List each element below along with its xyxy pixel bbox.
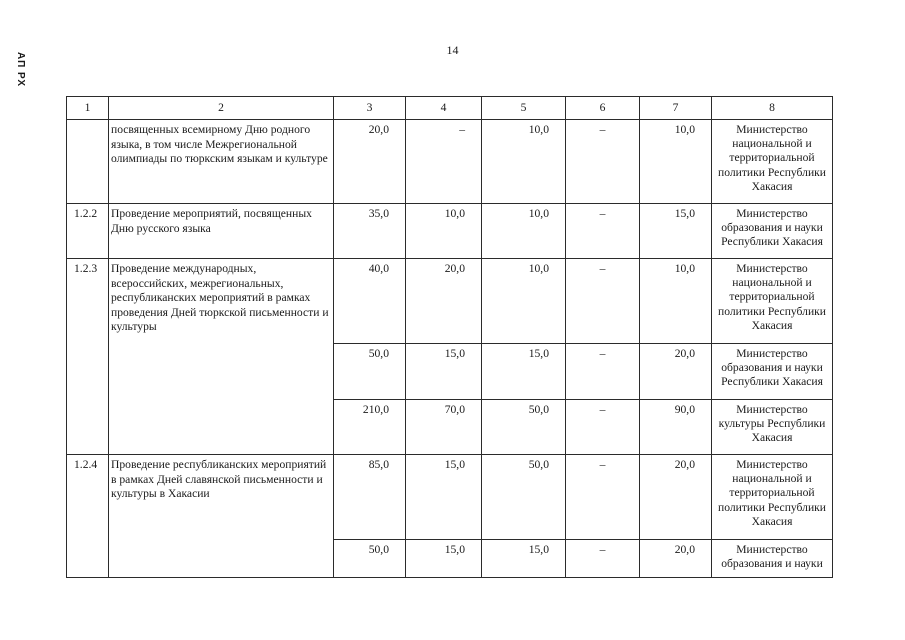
value-col5-cell: 10,0: [482, 204, 566, 259]
value-col4-cell: 10,0: [406, 204, 482, 259]
value-col5-cell: 50,0: [482, 400, 566, 455]
item-number-cell: 1.2.2: [67, 204, 109, 259]
header-cell-8: 8: [712, 97, 833, 120]
value-col6-cell: –: [566, 344, 640, 400]
value-col6-cell: –: [566, 400, 640, 455]
side-stamp: АП РХ: [15, 52, 26, 88]
header-cell-7: 7: [640, 97, 712, 120]
header-row: [67, 97, 833, 120]
value-col6-cell: –: [566, 540, 640, 578]
value-col5-cell: 10,0: [482, 120, 566, 204]
executor-cell: Министерство национальной и территориальной политики Республики Хакасия: [712, 120, 833, 204]
executor-cell: Министерство образования и науки Республики Хакасия: [712, 344, 833, 400]
value-col5-cell: 15,0: [482, 344, 566, 400]
value-total-cell: 50,0: [334, 540, 406, 578]
value-col4-cell: 15,0: [406, 344, 482, 400]
value-col5-cell: 10,0: [482, 259, 566, 344]
table-row: [67, 259, 833, 344]
table-row: [67, 120, 833, 204]
executor-cell: Министерство образования и науки: [712, 540, 833, 578]
value-col6-cell: –: [566, 259, 640, 344]
value-col4-cell: 70,0: [406, 400, 482, 455]
table-row: [67, 204, 833, 259]
measure-name-cell: посвященных всемирному Дню родного языка, в том числе Межрегиональной олимпиады по тюркским языкам и культуре: [109, 120, 334, 204]
value-col7-cell: 10,0: [640, 259, 712, 344]
value-total-cell: 210,0: [334, 400, 406, 455]
header-cell-6: 6: [566, 97, 640, 120]
value-col6-cell: –: [566, 204, 640, 259]
header-cell-5: 5: [482, 97, 566, 120]
header-cell-2: 2: [109, 97, 334, 120]
value-total-cell: 20,0: [334, 120, 406, 204]
value-col4-cell: –: [406, 120, 482, 204]
value-col7-cell: 20,0: [640, 455, 712, 540]
value-col6-cell: –: [566, 455, 640, 540]
value-col7-cell: 15,0: [640, 204, 712, 259]
value-total-cell: 50,0: [334, 344, 406, 400]
executor-cell: Министерство национальной и территориальной политики Республики Хакасия: [712, 455, 833, 540]
value-col5-cell: 15,0: [482, 540, 566, 578]
value-total-cell: 40,0: [334, 259, 406, 344]
header-cell-1: 1: [67, 97, 109, 120]
page-number: 14: [446, 43, 459, 57]
executor-cell: Министерство культуры Республики Хакасия: [712, 400, 833, 455]
value-col7-cell: 20,0: [640, 344, 712, 400]
header-cell-4: 4: [406, 97, 482, 120]
measures-table: [66, 96, 833, 578]
value-col5-cell: 50,0: [482, 455, 566, 540]
measure-name-cell: Проведение международных, всероссийских, межрегиональных, республиканских мероприятий в рамках проведения Дней тюркской письменности и культуры: [109, 259, 334, 455]
value-col6-cell: –: [566, 120, 640, 204]
value-col4-cell: 15,0: [406, 540, 482, 578]
executor-cell: Министерство национальной и территориальной политики Республики Хакасия: [712, 259, 833, 344]
item-number-cell: [67, 120, 109, 204]
value-col7-cell: 10,0: [640, 120, 712, 204]
value-col7-cell: 90,0: [640, 400, 712, 455]
item-number-cell: 1.2.3: [67, 259, 109, 455]
value-col4-cell: 20,0: [406, 259, 482, 344]
value-col4-cell: 15,0: [406, 455, 482, 540]
value-total-cell: 85,0: [334, 455, 406, 540]
value-col7-cell: 20,0: [640, 540, 712, 578]
item-number-cell: 1.2.4: [67, 455, 109, 578]
value-total-cell: 35,0: [334, 204, 406, 259]
executor-cell: Министерство образования и науки Республики Хакасия: [712, 204, 833, 259]
table-row: [67, 455, 833, 540]
measure-name-cell: Проведение республиканских мероприятий в рамках Дней славянской письменности и культуры в Хакасии: [109, 455, 334, 578]
measure-name-cell: Проведение мероприятий, посвященных Дню русского языка: [109, 204, 334, 259]
header-cell-3: 3: [334, 97, 406, 120]
